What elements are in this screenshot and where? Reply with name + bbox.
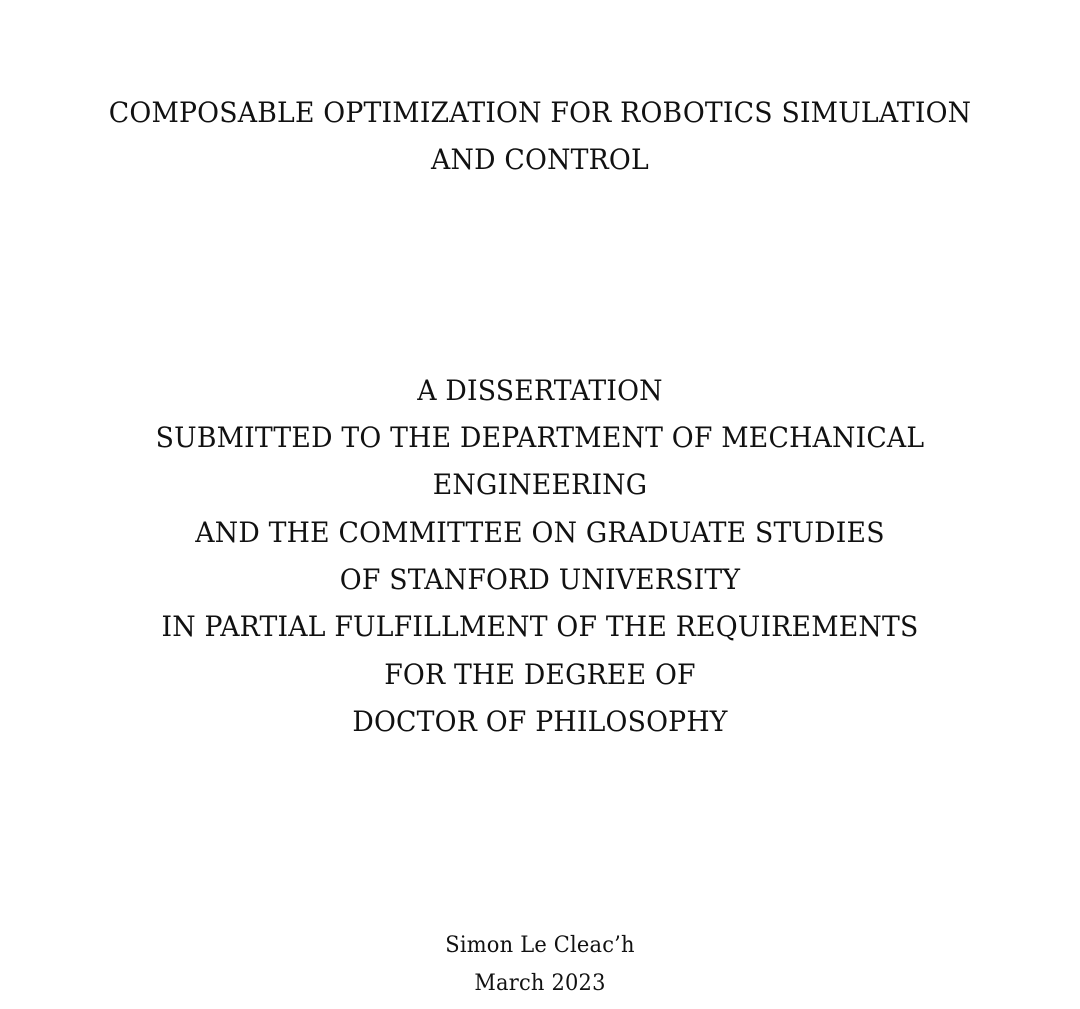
author-name: Simon Le Cleac’h (445, 933, 635, 958)
statement-line-2: SUBMITTED TO THE DEPARTMENT OF MECHANICAL (155, 421, 925, 454)
title-line-2: AND CONTROL (431, 143, 649, 176)
statement-line-3: ENGINEERING (432, 468, 648, 501)
statement-line-6: IN PARTIAL FULFILLMENT OF THE REQUIREMENTS (161, 610, 919, 643)
statement-line-1: A DISSERTATION (417, 374, 663, 407)
title-line-1: COMPOSABLE OPTIMIZATION FOR ROBOTICS SIMULATION (108, 96, 972, 129)
statement-line-7: FOR THE DEGREE OF (384, 658, 696, 691)
submission-date: March 2023 (474, 971, 606, 996)
statement-line-5: OF STANFORD UNIVERSITY (339, 563, 741, 596)
statement-line-8: DOCTOR OF PHILOSOPHY (352, 705, 728, 738)
statement-line-4: AND THE COMMITTEE ON GRADUATE STUDIES (195, 516, 885, 549)
